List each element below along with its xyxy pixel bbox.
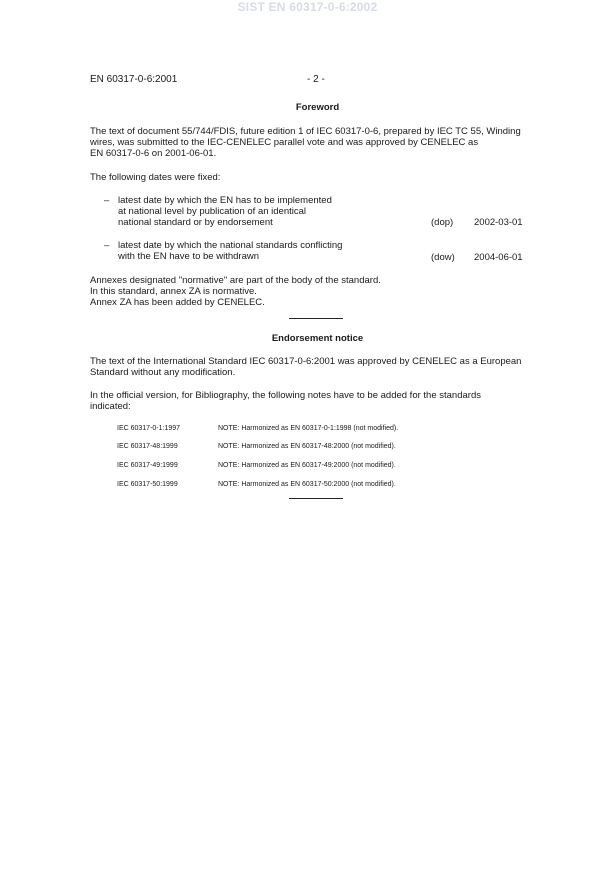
text-line: In this standard, annex ZA is normative.	[90, 286, 257, 297]
bibliography-code: IEC 60317-0-1:1997	[117, 425, 181, 432]
text-line: Standard without any modification.	[90, 367, 236, 378]
dates-intro: The following dates were fixed:	[90, 172, 221, 183]
text-line: latest date by which the national standards conflicting	[118, 240, 343, 251]
endorsement-paragraph-2	[90, 390, 545, 412]
bibliography-code: IEC 60317-50:1999	[117, 481, 178, 488]
section-divider	[289, 318, 343, 319]
text-line: national standard or by endorsement	[118, 217, 273, 228]
bibliography-note: NOTE: Harmonized as EN 60317-50:2000 (not modified).	[218, 481, 396, 488]
text-line: indicated:	[90, 401, 131, 412]
date-item-dop-text	[118, 195, 418, 228]
text-line: Annexes designated "normative" are part of the body of the standard.	[90, 275, 381, 286]
text-line: latest date by which the EN has to be implemented	[118, 195, 332, 206]
document-id: EN 60317-0-6:2001	[90, 74, 178, 85]
page-number: - 2 -	[307, 74, 325, 85]
text-line: The text of document 55/744/FDIS, future edition 1 of IEC 60317-0-6, prepared by IEC TC 55, Winding	[90, 126, 521, 137]
text-line: at national level by publication of an identical	[118, 206, 307, 217]
date-item-dop-date: 2002-03-01	[474, 217, 523, 228]
bibliography-note: NOTE: Harmonized as EN 60317-0-1:1998 (not modified).	[218, 425, 399, 432]
date-item-dop-abbr: (dop)	[431, 217, 454, 228]
foreword-intro	[90, 126, 545, 159]
bibliography-note: NOTE: Harmonized as EN 60317-49:2000 (not modified).	[218, 462, 396, 469]
text-line: Annex ZA has been added by CENELEC.	[90, 297, 265, 308]
text-line: EN 60317-0-6 on 2001-06-01.	[90, 148, 217, 159]
bibliography-note: NOTE: Harmonized as EN 60317-48:2000 (not modified).	[218, 443, 396, 450]
endorsement-paragraph-1	[90, 356, 545, 378]
text-line: wires, was submitted to the IEC-CENELEC parallel vote and was approved by CENELEC as	[90, 137, 479, 148]
text-line: with the EN have to be withdrawn	[118, 251, 259, 262]
list-dash: –	[104, 240, 110, 251]
bibliography-code: IEC 60317-49:1999	[117, 462, 178, 469]
section-divider	[289, 498, 343, 499]
endorsement-heading: Endorsement notice	[271, 333, 364, 344]
date-item-dow-abbr: (dow)	[431, 252, 455, 263]
text-line: In the official version, for Bibliography, the following notes have to be added for the standards	[90, 390, 481, 401]
watermark: SIST EN 60317-0-6:2002	[237, 0, 378, 14]
list-dash: –	[104, 195, 110, 206]
annex-notes	[90, 275, 545, 308]
date-item-dow-text	[118, 240, 418, 262]
bibliography-code: IEC 60317-48:1999	[117, 443, 178, 450]
text-line: The text of the International Standard IEC 60317-0-6:2001 was approved by CENELEC as a European	[90, 356, 522, 367]
date-item-dow-date: 2004-06-01	[474, 252, 523, 263]
foreword-heading: Foreword	[295, 102, 340, 113]
